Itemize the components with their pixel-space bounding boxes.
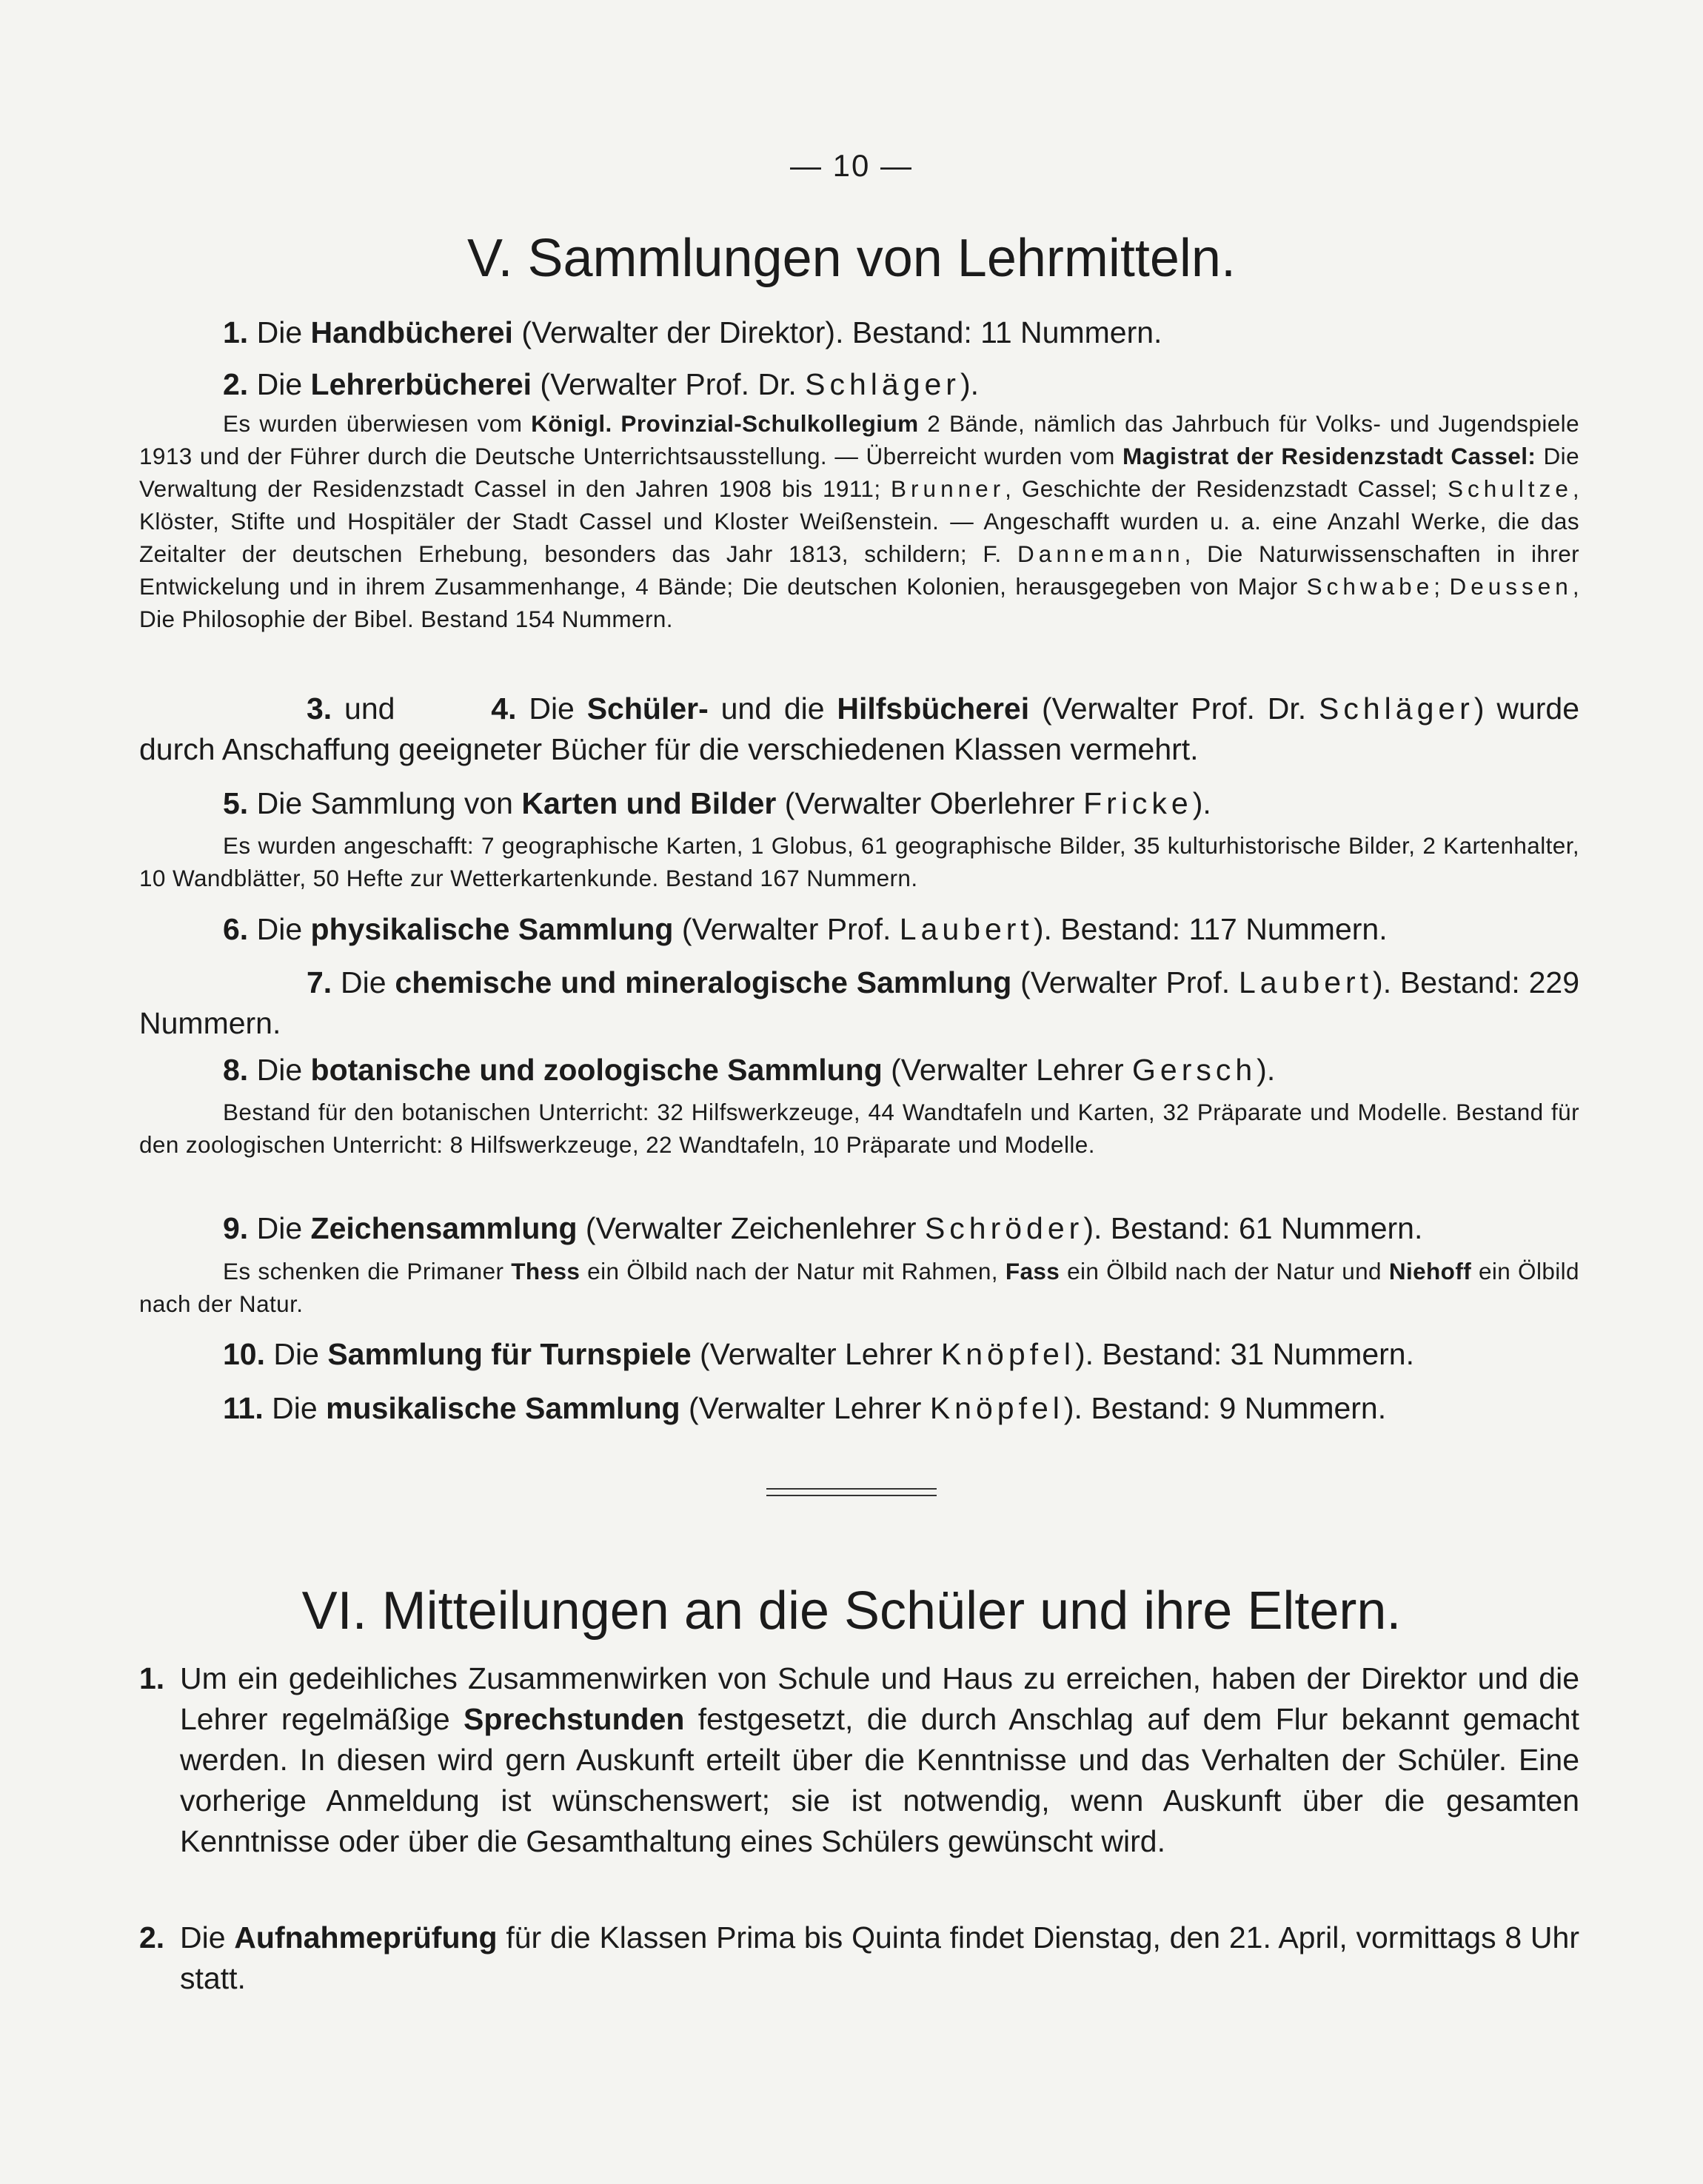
item-2-pre: Die: [256, 367, 311, 401]
note-2-n: Deussen: [1449, 573, 1573, 600]
item-10-person: Knöpfel: [940, 1337, 1075, 1371]
item-2: [139, 364, 1663, 405]
item-7-number: 7.: [307, 965, 332, 999]
note-2-k: , Die Naturwissenschaften in ihrer Entwickelung und in ihrem Zusammenhange, 4 Bände; Die deutschen Kolonien, herausgegeben von Major: [139, 540, 1580, 600]
item-7-person: Laubert: [1238, 965, 1374, 999]
item-9-end: ). Bestand: 61 Nummern.: [1083, 1211, 1423, 1245]
section-5-title: V. Sammlungen von Lehrmitteln.: [467, 229, 1236, 288]
section-6-title: VI. Mitteilungen an die Schüler und ihre Eltern.: [301, 1581, 1402, 1641]
item-7-end: ). Bestand: 229 Nummern.: [139, 965, 1579, 1040]
notice-1-text: [180, 1658, 1579, 1862]
item-5: [139, 783, 1663, 824]
item-8-end: ).: [1257, 1053, 1276, 1087]
notice-2-a: Die: [180, 1920, 235, 1954]
note-2-h: Schultze: [1448, 475, 1573, 502]
item-11-pre: Die: [272, 1391, 327, 1425]
note-9-c: ein Ölbild nach der Natur mit Rahmen,: [580, 1258, 1006, 1284]
item-34-mid: und die: [708, 691, 837, 726]
item-1-number: 1.: [223, 315, 249, 349]
item-2-name: Lehrerbücherei: [310, 367, 532, 401]
item-9-person: Schröder: [924, 1211, 1084, 1245]
note-9-f: Niehoff: [1388, 1258, 1472, 1284]
item-34-name2: Hilfsbücherei: [837, 691, 1030, 726]
item-11-end: ). Bestand: 9 Nummern.: [1063, 1391, 1387, 1425]
item-11-mid: (Verwalter Lehrer: [680, 1391, 930, 1425]
item-34-rest2: ) wurde durch Anschaffung geeigneter Bücher für die verschiedenen Klassen vermehrt.: [139, 691, 1580, 766]
item-1-rest: (Verwalter der Direktor). Bestand: 11 Nummern.: [512, 315, 1162, 349]
page-number: — 10 —: [789, 148, 914, 183]
notice-2-b: Aufnahmeprüfung: [234, 1920, 498, 1954]
item-8-number: 8.: [223, 1053, 249, 1087]
note-2-e: Die Verwaltung der Residenzstadt Cassel in den Jahren 1908 bis 1911;: [139, 443, 1579, 502]
notice-1: [139, 1658, 1579, 1862]
item-2-note: [139, 407, 1579, 635]
item-10-number: 10.: [223, 1337, 265, 1371]
item-34-rest1: (Verwalter Prof. Dr.: [1029, 691, 1319, 726]
item-2-end: ).: [960, 367, 980, 401]
item-10-name: Sammlung für Turnspiele: [327, 1337, 692, 1371]
item-9-number: 9.: [223, 1211, 249, 1245]
item-10: [139, 1334, 1663, 1375]
item-9: [139, 1208, 1663, 1249]
item-7-mid: (Verwalter Prof.: [1011, 965, 1239, 999]
section-divider: [766, 1488, 937, 1496]
note-2-m: ;: [1433, 573, 1450, 600]
item-1-name: Handbücherei: [310, 315, 513, 349]
notice-1-number: 1.: [139, 1661, 165, 1695]
item-11: [139, 1388, 1663, 1429]
item-6-end: ). Bestand: 117 Nummern.: [1033, 912, 1388, 946]
item-34-und: und: [332, 691, 408, 726]
item-34-person: Schläger: [1319, 691, 1474, 726]
note-2-f: Brunner: [891, 475, 1006, 502]
item-8-name: botanische und zoologische Sammlung: [310, 1053, 883, 1087]
item-3-number: 3.: [307, 691, 332, 726]
item-1: [139, 312, 1663, 353]
item-5-mid: (Verwalter Oberlehrer: [776, 786, 1084, 820]
notice-2-number: 2.: [139, 1920, 165, 1954]
note-2-b: Königl. Provinzial-Schulkollegium: [531, 410, 919, 437]
notice-1-b: Sprechstunden: [464, 1702, 685, 1736]
note-2-i: , Klöster, Stifte und Hospitäler der Stadt Cassel und Kloster Weißenstein. — Angeschafft wurden u. a. eine Anzahl Werke, die das Zeitalter der deutschen Erhebung, besonders das Jahr 1813, schildern; F.: [139, 475, 1579, 567]
note-2-d: Magistrat der Residenzstadt Cassel:: [1122, 443, 1536, 469]
item-9-name: Zeichensammlung: [310, 1211, 578, 1245]
note-9-a: Es schenken die Primaner: [223, 1258, 512, 1284]
note-2-a: Es wurden überwiesen vom: [223, 410, 532, 437]
note-2-g: , Geschichte der Residenzstadt Cassel;: [1005, 475, 1448, 502]
notice-1-a: Um ein gedeihliches Zusammenwirken von Schule und Haus zu erreichen, haben der Direktor und die Lehrer regelmäßige: [180, 1661, 1579, 1736]
item-2-number: 2.: [223, 367, 249, 401]
note-9-d: Fass: [1005, 1258, 1060, 1284]
item-34-pre: Die: [516, 691, 587, 726]
item-7-pre: Die: [341, 965, 395, 999]
item-6-pre: Die: [256, 912, 311, 946]
item-6-name: physikalische Sammlung: [310, 912, 674, 946]
note-9-e: ein Ölbild nach der Natur und: [1060, 1258, 1389, 1284]
note-2-j: Dannemann: [1017, 540, 1185, 567]
item-10-mid: (Verwalter Lehrer: [691, 1337, 941, 1371]
item-6-person: Laubert: [899, 912, 1034, 946]
item-34-name1: Schüler-: [586, 691, 709, 726]
item-1-pre: Die: [256, 315, 311, 349]
item-3-4: [139, 689, 1579, 770]
note-2-l: Schwabe: [1306, 573, 1434, 600]
note-2-c: 2 Bände, nämlich das Jahrbuch für Volks- und Jugendspiele 1913 und der Führer durch die Deutsche Unterrichtsausstellung. — Überreicht wurden vom: [139, 410, 1579, 469]
item-8-pre: Die: [256, 1053, 311, 1087]
notice-1-c: festgesetzt, die durch Anschlag auf dem Flur bekannt gemacht werden. In diesen wird gern Auskunft erteilt über die Kenntnisse und das Verhalten der Schüler. Eine vorherige Anmeldung ist wünschenswert; sie ist notwendig, wenn Auskunft über die gesamten Kenntnisse oder über die Gesamthaltung eines Schülers gewünscht wird.: [180, 1702, 1579, 1858]
item-7-name: chemische und mineralogische Sammlung: [395, 965, 1012, 999]
note-2-o: , Die Philosophie der Bibel. Bestand 154 Nummern.: [139, 573, 1579, 632]
item-8-note: Bestand für den botanischen Unterricht: 32 Hilfswerkzeuge, 44 Wandtafeln und Karten, 32 Präparate und Modelle. Bestand für den zoologischen Unterricht: 8 Hilfswerkzeuge, 22 Wandtafeln, 10 Präparate und Modelle.: [139, 1099, 1579, 1158]
item-5-number: 5.: [223, 786, 249, 820]
notice-2-c: für die Klassen Prima bis Quinta findet Dienstag, den 21. April, vormittags 8 Uhr statt.: [180, 1920, 1580, 1995]
item-5-name: Karten und Bilder: [521, 786, 777, 820]
item-9-note: [139, 1255, 1579, 1320]
item-6: [139, 909, 1663, 950]
item-9-pre: Die: [256, 1211, 311, 1245]
item-9-mid: (Verwalter Zeichenlehrer: [577, 1211, 925, 1245]
note-9-b: Thess: [511, 1258, 581, 1284]
item-10-pre: Die: [273, 1337, 328, 1371]
item-5-note: Es wurden angeschafft: 7 geographische Karten, 1 Globus, 61 geographische Bilder, 35 kulturhistorische Bilder, 2 Kartenhalter, 10 Wandblätter, 50 Hefte zur Wetterkartenkunde. Bestand 167 Nummern.: [139, 832, 1579, 891]
item-2-person: Schläger: [805, 367, 960, 401]
item-6-mid: (Verwalter Prof.: [673, 912, 900, 946]
item-5-pre: Die Sammlung von: [256, 786, 522, 820]
item-10-end: ). Bestand: 31 Nummern.: [1074, 1337, 1414, 1371]
item-8-mid: (Verwalter Lehrer: [882, 1053, 1133, 1087]
item-8: [139, 1050, 1663, 1091]
item-11-name: musikalische Sammlung: [326, 1391, 680, 1425]
item-5-person: Fricke: [1083, 786, 1193, 820]
item-6-number: 6.: [223, 912, 249, 946]
notice-2-text: [180, 1917, 1579, 1999]
notice-2: [139, 1917, 1579, 1999]
item-2-mid: (Verwalter Prof. Dr.: [532, 367, 806, 401]
item-11-person: Knöpfel: [929, 1391, 1064, 1425]
item-4-number: 4.: [491, 691, 517, 726]
item-7: [139, 962, 1579, 1044]
item-11-number: 11.: [223, 1391, 264, 1425]
item-8-person: Gersch: [1132, 1053, 1257, 1087]
note-9-g: ein Ölbild nach der Natur.: [139, 1258, 1579, 1317]
item-5-end: ).: [1192, 786, 1211, 820]
